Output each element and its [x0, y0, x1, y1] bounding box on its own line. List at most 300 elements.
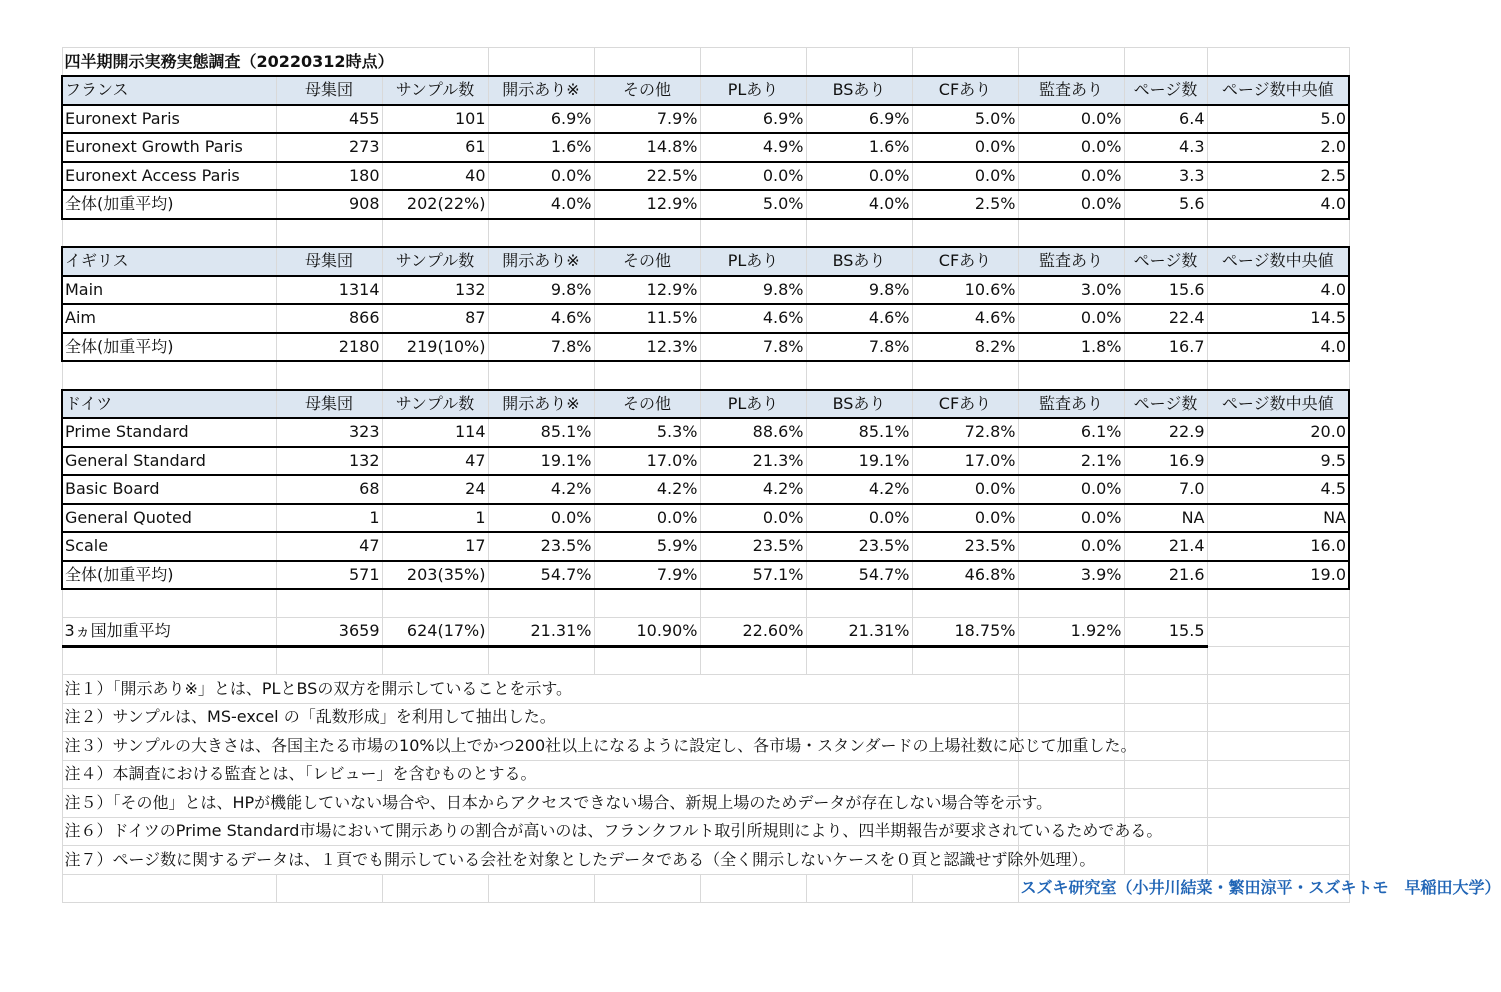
value-cell[interactable]: 7.8%	[700, 333, 806, 362]
note-text[interactable]: 注７）ページ数に関するデータは、１頁でも開示している会社を対象としたデータである（全く開示しないケースを０頁と認識せず除外処理）。	[62, 846, 1018, 875]
column-header[interactable]: CFあり	[912, 390, 1018, 419]
value-cell[interactable]: 0.0%	[912, 162, 1018, 191]
column-header[interactable]: 母集団	[276, 76, 382, 105]
market-name[interactable]: Euronext Growth Paris	[62, 133, 276, 162]
value-cell[interactable]: 455	[276, 105, 382, 134]
empty-cell[interactable]	[1018, 48, 1124, 77]
value-cell[interactable]: 0.0%	[1018, 133, 1124, 162]
empty-cell[interactable]	[594, 874, 700, 903]
empty-cell[interactable]	[382, 646, 488, 675]
value-cell[interactable]: NA	[1207, 504, 1349, 533]
value-cell[interactable]: 21.4	[1124, 532, 1207, 561]
empty-cell[interactable]	[62, 589, 276, 618]
empty-cell[interactable]	[700, 646, 806, 675]
empty-cell[interactable]	[382, 874, 488, 903]
value-cell[interactable]: 2.1%	[1018, 447, 1124, 476]
country-header[interactable]: ドイツ	[62, 390, 276, 419]
market-name[interactable]: 全体(加重平均)	[62, 190, 276, 219]
empty-cell[interactable]	[1124, 48, 1207, 77]
value-cell[interactable]: 132	[276, 447, 382, 476]
empty-cell[interactable]	[276, 874, 382, 903]
summary-value[interactable]: 21.31%	[488, 618, 594, 647]
market-name[interactable]: General Quoted	[62, 504, 276, 533]
column-header[interactable]: BSあり	[806, 76, 912, 105]
value-cell[interactable]: 101	[382, 105, 488, 134]
value-cell[interactable]: 180	[276, 162, 382, 191]
value-cell[interactable]: 54.7%	[806, 561, 912, 590]
value-cell[interactable]: 4.6%	[806, 304, 912, 333]
value-cell[interactable]: 6.9%	[488, 105, 594, 134]
value-cell[interactable]: 40	[382, 162, 488, 191]
value-cell[interactable]: 0.0%	[700, 162, 806, 191]
empty-cell[interactable]	[912, 361, 1018, 390]
column-header[interactable]: 監査あり	[1018, 247, 1124, 276]
empty-cell[interactable]	[594, 48, 700, 77]
empty-cell[interactable]	[382, 361, 488, 390]
empty-cell[interactable]	[1207, 675, 1349, 704]
table-row	[62, 447, 1349, 476]
table-row	[62, 133, 1349, 162]
column-header[interactable]: ページ数中央値	[1207, 76, 1349, 105]
empty-cell[interactable]	[62, 646, 276, 675]
value-cell[interactable]: 23.5%	[488, 532, 594, 561]
note-row	[62, 732, 1349, 761]
column-header[interactable]: ページ数	[1124, 390, 1207, 419]
empty-cell[interactable]	[806, 646, 912, 675]
value-cell[interactable]: 5.0%	[912, 105, 1018, 134]
empty-cell[interactable]	[806, 589, 912, 618]
value-cell[interactable]: 203(35%)	[382, 561, 488, 590]
value-cell[interactable]: 5.9%	[594, 532, 700, 561]
table-row	[62, 162, 1349, 191]
value-cell[interactable]: 0.0%	[700, 504, 806, 533]
credit-text[interactable]: スズキ研究室（小井川結菜・繁田涼平・スズキトモ 早稲田大学）	[1018, 874, 1349, 903]
value-cell[interactable]: 219(10%)	[382, 333, 488, 362]
empty-cell[interactable]	[276, 646, 382, 675]
empty-cell[interactable]	[62, 219, 276, 248]
value-cell[interactable]: 12.9%	[594, 276, 700, 305]
value-cell[interactable]: 72.8%	[912, 418, 1018, 447]
empty-cell[interactable]	[700, 48, 806, 77]
value-cell[interactable]: 4.0	[1207, 276, 1349, 305]
empty-cell[interactable]	[912, 219, 1018, 248]
value-cell[interactable]: 5.0%	[700, 190, 806, 219]
value-cell[interactable]: 4.2%	[488, 475, 594, 504]
value-cell[interactable]: 21.3%	[700, 447, 806, 476]
value-cell[interactable]: 6.1%	[1018, 418, 1124, 447]
spacer-row	[62, 361, 1349, 390]
value-cell[interactable]: 4.0%	[488, 190, 594, 219]
section-header-row	[62, 76, 1349, 105]
value-cell[interactable]: 4.6%	[488, 304, 594, 333]
value-cell[interactable]: 21.6	[1124, 561, 1207, 590]
value-cell[interactable]: 22.5%	[594, 162, 700, 191]
value-cell[interactable]: 5.0	[1207, 105, 1349, 134]
value-cell[interactable]: 0.0%	[488, 162, 594, 191]
value-cell[interactable]: 23.5%	[912, 532, 1018, 561]
column-header[interactable]: サンプル数	[382, 247, 488, 276]
summary-value[interactable]: 15.5	[1124, 618, 1207, 647]
summary-label[interactable]: 3ヵ国加重平均	[62, 618, 276, 647]
empty-cell[interactable]	[806, 48, 912, 77]
value-cell[interactable]: 4.0	[1207, 333, 1349, 362]
summary-value[interactable]: 624(17%)	[382, 618, 488, 647]
value-cell[interactable]: 323	[276, 418, 382, 447]
empty-cell[interactable]	[488, 48, 594, 77]
value-cell[interactable]: 16.0	[1207, 532, 1349, 561]
value-cell[interactable]: 22.4	[1124, 304, 1207, 333]
empty-cell[interactable]	[806, 361, 912, 390]
sheet-title[interactable]: 四半期開示実務実態調査（20220312時点）	[62, 48, 488, 77]
table-row	[62, 561, 1349, 590]
value-cell[interactable]: 14.8%	[594, 133, 700, 162]
value-cell[interactable]: 3.9%	[1018, 561, 1124, 590]
empty-cell[interactable]	[912, 48, 1018, 77]
column-header[interactable]: PLあり	[700, 390, 806, 419]
value-cell[interactable]: 1314	[276, 276, 382, 305]
spacer-row	[62, 589, 1349, 618]
summary-row	[62, 618, 1349, 647]
spacer-row	[62, 219, 1349, 248]
value-cell[interactable]: 9.8%	[700, 276, 806, 305]
empty-cell[interactable]	[1124, 219, 1207, 248]
value-cell[interactable]: 19.1%	[806, 447, 912, 476]
market-name[interactable]: Aim	[62, 304, 276, 333]
value-cell[interactable]: 22.9	[1124, 418, 1207, 447]
note-row	[62, 675, 1349, 704]
value-cell[interactable]: 2.5	[1207, 162, 1349, 191]
empty-cell[interactable]	[62, 361, 276, 390]
value-cell[interactable]: 2.0	[1207, 133, 1349, 162]
summary-value[interactable]: 10.90%	[594, 618, 700, 647]
value-cell[interactable]: 0.0%	[806, 162, 912, 191]
column-header[interactable]: ページ数	[1124, 76, 1207, 105]
empty-cell[interactable]	[1207, 646, 1349, 675]
value-cell[interactable]: 9.8%	[806, 276, 912, 305]
empty-cell[interactable]	[1124, 846, 1207, 875]
column-header[interactable]: 開示あり※	[488, 247, 594, 276]
value-cell[interactable]: 6.4	[1124, 105, 1207, 134]
empty-cell[interactable]	[1124, 589, 1207, 618]
value-cell[interactable]: 61	[382, 133, 488, 162]
spreadsheet	[61, 47, 1501, 903]
value-cell[interactable]: 9.5	[1207, 447, 1349, 476]
value-cell[interactable]: 4.0	[1207, 190, 1349, 219]
empty-cell[interactable]	[276, 589, 382, 618]
value-cell[interactable]: 7.8%	[806, 333, 912, 362]
note-row	[62, 846, 1349, 875]
empty-cell[interactable]	[1207, 817, 1349, 846]
empty-cell[interactable]	[700, 874, 806, 903]
value-cell[interactable]: 14.5	[1207, 304, 1349, 333]
market-name[interactable]: Euronext Access Paris	[62, 162, 276, 191]
value-cell[interactable]: 7.9%	[594, 561, 700, 590]
value-cell[interactable]: 114	[382, 418, 488, 447]
value-cell[interactable]: 85.1%	[488, 418, 594, 447]
summary-value[interactable]: 21.31%	[806, 618, 912, 647]
value-cell[interactable]: NA	[1124, 504, 1207, 533]
value-cell[interactable]: 0.0%	[912, 475, 1018, 504]
value-cell[interactable]: 1	[382, 504, 488, 533]
value-cell[interactable]: 0.0%	[1018, 504, 1124, 533]
table-row	[62, 418, 1349, 447]
value-cell[interactable]: 8.2%	[912, 333, 1018, 362]
empty-cell[interactable]	[806, 874, 912, 903]
value-cell[interactable]: 16.7	[1124, 333, 1207, 362]
value-cell[interactable]: 866	[276, 304, 382, 333]
summary-value[interactable]: 3659	[276, 618, 382, 647]
value-cell[interactable]: 0.0%	[912, 504, 1018, 533]
empty-cell[interactable]	[1207, 618, 1349, 647]
column-header[interactable]: 監査あり	[1018, 76, 1124, 105]
empty-cell[interactable]	[1207, 48, 1349, 77]
value-cell[interactable]: 19.0	[1207, 561, 1349, 590]
value-cell[interactable]: 202(22%)	[382, 190, 488, 219]
table-row	[62, 333, 1349, 362]
value-cell[interactable]: 6.9%	[700, 105, 806, 134]
note-text[interactable]: 注６）ドイツのPrime Standard市場において開示ありの割合が高いのは、フランクフルト取引所規則により、四半期報告が要求されているためである。	[62, 817, 1018, 846]
market-name[interactable]: 全体(加重平均)	[62, 561, 276, 590]
value-cell[interactable]: 12.3%	[594, 333, 700, 362]
empty-cell[interactable]	[912, 646, 1018, 675]
value-cell[interactable]: 47	[382, 447, 488, 476]
empty-cell[interactable]	[1018, 760, 1124, 789]
value-cell[interactable]: 0.0%	[912, 133, 1018, 162]
value-cell[interactable]: 132	[382, 276, 488, 305]
column-header[interactable]: その他	[594, 76, 700, 105]
column-header[interactable]: CFあり	[912, 76, 1018, 105]
note-text[interactable]: 注５）「その他」とは、HPが機能していない場合や、日本からアクセスできない場合、新規上場のためデータが存在しない場合等を示す。	[62, 789, 1018, 818]
empty-cell[interactable]	[1018, 361, 1124, 390]
value-cell[interactable]: 4.3	[1124, 133, 1207, 162]
value-cell[interactable]: 908	[276, 190, 382, 219]
value-cell[interactable]: 1	[276, 504, 382, 533]
empty-cell[interactable]	[62, 874, 276, 903]
value-cell[interactable]: 12.9%	[594, 190, 700, 219]
value-cell[interactable]: 4.0%	[806, 190, 912, 219]
summary-value[interactable]: 18.75%	[912, 618, 1018, 647]
empty-cell[interactable]	[700, 361, 806, 390]
spacer-row	[62, 646, 1349, 675]
empty-cell[interactable]	[1124, 703, 1207, 732]
value-cell[interactable]: 47	[276, 532, 382, 561]
column-header[interactable]: 母集団	[276, 247, 382, 276]
table-row	[62, 475, 1349, 504]
column-header[interactable]: サンプル数	[382, 390, 488, 419]
value-cell[interactable]: 46.8%	[912, 561, 1018, 590]
empty-cell[interactable]	[1207, 219, 1349, 248]
value-cell[interactable]: 88.6%	[700, 418, 806, 447]
empty-cell[interactable]	[700, 589, 806, 618]
value-cell[interactable]: 7.8%	[488, 333, 594, 362]
value-cell[interactable]: 5.3%	[594, 418, 700, 447]
value-cell[interactable]: 54.7%	[488, 561, 594, 590]
value-cell[interactable]: 2180	[276, 333, 382, 362]
value-cell[interactable]: 0.0%	[1018, 304, 1124, 333]
empty-cell[interactable]	[1207, 703, 1349, 732]
note-text[interactable]: 注３）サンプルの大きさは、各国主たる市場の10%以上でかつ200社以上になるように設定し、各市場・スタンダードの上場社数に応じて加重した。	[62, 732, 1018, 761]
empty-cell[interactable]	[806, 219, 912, 248]
column-header[interactable]: 監査あり	[1018, 390, 1124, 419]
column-header[interactable]: CFあり	[912, 247, 1018, 276]
value-cell[interactable]: 0.0%	[1018, 105, 1124, 134]
empty-cell[interactable]	[1207, 732, 1349, 761]
value-cell[interactable]: 17.0%	[594, 447, 700, 476]
title-row	[62, 48, 1349, 77]
survey-table	[61, 47, 1501, 903]
value-cell[interactable]: 87	[382, 304, 488, 333]
empty-cell[interactable]	[382, 219, 488, 248]
value-cell[interactable]: 5.6	[1124, 190, 1207, 219]
note-row	[62, 703, 1349, 732]
column-header[interactable]: その他	[594, 247, 700, 276]
country-header[interactable]: フランス	[62, 76, 276, 105]
value-cell[interactable]: 4.6%	[912, 304, 1018, 333]
column-header[interactable]: ページ数中央値	[1207, 390, 1349, 419]
value-cell[interactable]: 15.6	[1124, 276, 1207, 305]
empty-cell[interactable]	[1018, 219, 1124, 248]
value-cell[interactable]: 0.0%	[806, 504, 912, 533]
empty-cell[interactable]	[594, 361, 700, 390]
empty-cell[interactable]	[912, 874, 1018, 903]
empty-cell[interactable]	[1124, 760, 1207, 789]
note-row	[62, 817, 1349, 846]
empty-cell[interactable]	[488, 219, 594, 248]
value-cell[interactable]: 1.8%	[1018, 333, 1124, 362]
column-header[interactable]: 母集団	[276, 390, 382, 419]
value-cell[interactable]: 4.6%	[700, 304, 806, 333]
value-cell[interactable]: 23.5%	[700, 532, 806, 561]
value-cell[interactable]: 571	[276, 561, 382, 590]
note-text[interactable]: 注４）本調査における監査とは、「レビュー」を含むものとする。	[62, 760, 1018, 789]
empty-cell[interactable]	[700, 219, 806, 248]
column-header[interactable]: BSあり	[806, 390, 912, 419]
column-header[interactable]: 開示あり※	[488, 390, 594, 419]
value-cell[interactable]: 9.8%	[488, 276, 594, 305]
table-row	[62, 105, 1349, 134]
market-name[interactable]: Prime Standard	[62, 418, 276, 447]
value-cell[interactable]: 0.0%	[1018, 532, 1124, 561]
value-cell[interactable]: 3.0%	[1018, 276, 1124, 305]
empty-cell[interactable]	[1018, 646, 1124, 675]
empty-cell[interactable]	[488, 874, 594, 903]
value-cell[interactable]: 4.9%	[700, 133, 806, 162]
empty-cell[interactable]	[488, 589, 594, 618]
table-row	[62, 190, 1349, 219]
value-cell[interactable]: 85.1%	[806, 418, 912, 447]
empty-cell[interactable]	[912, 589, 1018, 618]
table-row	[62, 532, 1349, 561]
value-cell[interactable]: 3.3	[1124, 162, 1207, 191]
value-cell[interactable]: 4.2%	[700, 475, 806, 504]
value-cell[interactable]: 0.0%	[488, 504, 594, 533]
country-header[interactable]: イギリス	[62, 247, 276, 276]
column-header[interactable]: ページ数	[1124, 247, 1207, 276]
empty-cell[interactable]	[1018, 703, 1124, 732]
empty-cell[interactable]	[488, 361, 594, 390]
value-cell[interactable]: 273	[276, 133, 382, 162]
empty-cell[interactable]	[276, 361, 382, 390]
empty-cell[interactable]	[594, 589, 700, 618]
value-cell[interactable]: 1.6%	[488, 133, 594, 162]
market-name[interactable]: Basic Board	[62, 475, 276, 504]
empty-cell[interactable]	[594, 646, 700, 675]
empty-cell[interactable]	[1207, 846, 1349, 875]
value-cell[interactable]: 23.5%	[806, 532, 912, 561]
empty-cell[interactable]	[1018, 675, 1124, 704]
column-header[interactable]: PLあり	[700, 76, 806, 105]
value-cell[interactable]: 2.5%	[912, 190, 1018, 219]
table-row	[62, 276, 1349, 305]
column-header[interactable]: BSあり	[806, 247, 912, 276]
market-name[interactable]: Scale	[62, 532, 276, 561]
value-cell[interactable]: 0.0%	[1018, 475, 1124, 504]
value-cell[interactable]: 0.0%	[1018, 190, 1124, 219]
empty-cell[interactable]	[1124, 646, 1207, 675]
empty-cell[interactable]	[1207, 361, 1349, 390]
column-header[interactable]: PLあり	[700, 247, 806, 276]
value-cell[interactable]: 24	[382, 475, 488, 504]
market-name[interactable]: Main	[62, 276, 276, 305]
table-row	[62, 304, 1349, 333]
empty-cell[interactable]	[488, 646, 594, 675]
value-cell[interactable]: 11.5%	[594, 304, 700, 333]
empty-cell[interactable]	[1018, 589, 1124, 618]
value-cell[interactable]: 4.2%	[594, 475, 700, 504]
value-cell[interactable]: 6.9%	[806, 105, 912, 134]
empty-cell[interactable]	[382, 589, 488, 618]
value-cell[interactable]: 4.5	[1207, 475, 1349, 504]
market-name[interactable]: 全体(加重平均)	[62, 333, 276, 362]
value-cell[interactable]: 17.0%	[912, 447, 1018, 476]
value-cell[interactable]: 7.9%	[594, 105, 700, 134]
table-row	[62, 504, 1349, 533]
value-cell[interactable]: 57.1%	[700, 561, 806, 590]
column-header[interactable]: サンプル数	[382, 76, 488, 105]
empty-cell[interactable]	[1207, 589, 1349, 618]
column-header[interactable]: 開示あり※	[488, 76, 594, 105]
value-cell[interactable]: 10.6%	[912, 276, 1018, 305]
value-cell[interactable]: 16.9	[1124, 447, 1207, 476]
value-cell[interactable]: 19.1%	[488, 447, 594, 476]
empty-cell[interactable]	[1124, 361, 1207, 390]
section-header-row	[62, 247, 1349, 276]
credit-row	[62, 874, 1349, 903]
empty-cell[interactable]	[594, 219, 700, 248]
summary-value[interactable]: 1.92%	[1018, 618, 1124, 647]
value-cell[interactable]: 68	[276, 475, 382, 504]
value-cell[interactable]: 0.0%	[1018, 162, 1124, 191]
value-cell[interactable]: 0.0%	[594, 504, 700, 533]
empty-cell[interactable]	[1124, 675, 1207, 704]
note-text[interactable]: 注１）「開示あり※」とは、PLとBSの双方を開示していることを示す。	[62, 675, 1018, 704]
value-cell[interactable]: 7.0	[1124, 475, 1207, 504]
value-cell[interactable]: 17	[382, 532, 488, 561]
empty-cell[interactable]	[276, 219, 382, 248]
empty-cell[interactable]	[1124, 789, 1207, 818]
value-cell[interactable]: 1.6%	[806, 133, 912, 162]
value-cell[interactable]: 20.0	[1207, 418, 1349, 447]
market-name[interactable]: General Standard	[62, 447, 276, 476]
summary-value[interactable]: 22.60%	[700, 618, 806, 647]
value-cell[interactable]: 4.2%	[806, 475, 912, 504]
market-name[interactable]: Euronext Paris	[62, 105, 276, 134]
empty-cell[interactable]	[1207, 789, 1349, 818]
column-header[interactable]: ページ数中央値	[1207, 247, 1349, 276]
column-header[interactable]: その他	[594, 390, 700, 419]
note-text[interactable]: 注２）サンプルは、MS-excel の「乱数形成」を利用して抽出した。	[62, 703, 1018, 732]
empty-cell[interactable]	[1207, 760, 1349, 789]
